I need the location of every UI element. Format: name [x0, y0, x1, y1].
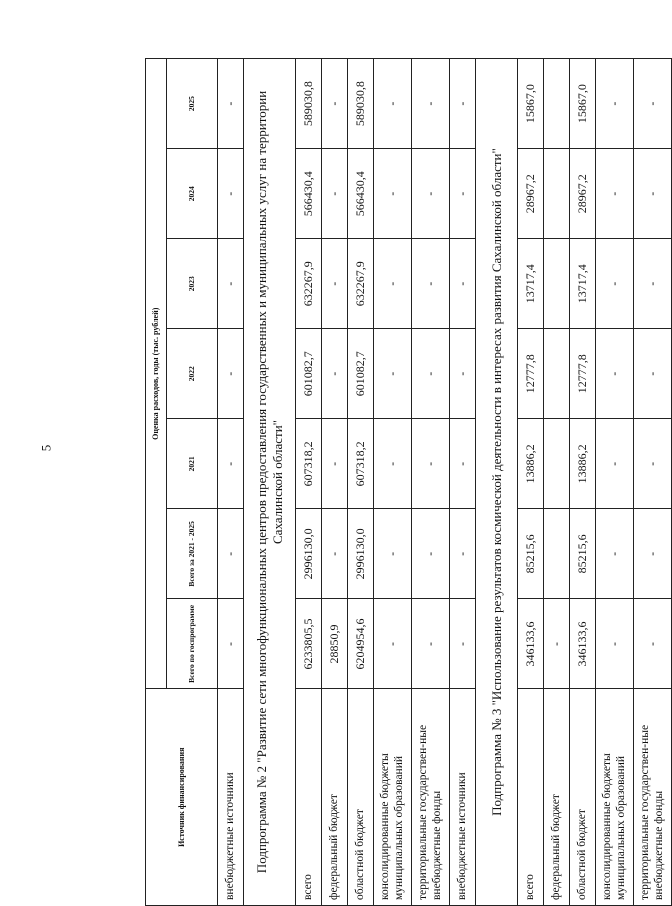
- table-cell: -: [374, 599, 412, 689]
- table-cell: 15867,0: [570, 59, 596, 149]
- table-cell: -: [634, 599, 672, 689]
- table-cell: -: [322, 509, 348, 599]
- table-row: [296, 59, 322, 906]
- table-row: [450, 59, 476, 906]
- table-cell: 85215,6: [518, 509, 544, 599]
- table-cell: -: [450, 59, 476, 149]
- table-cell: 28850,9: [322, 599, 348, 689]
- table-cell: -: [218, 419, 244, 509]
- table-cell: 632267,9: [296, 239, 322, 329]
- table-cell: -: [218, 239, 244, 329]
- table-cell: -: [634, 149, 672, 239]
- table-row: [348, 59, 374, 906]
- table-row: [570, 59, 596, 906]
- table-cell: -: [412, 509, 450, 599]
- table-cell: -: [412, 239, 450, 329]
- table-cell: [544, 149, 570, 239]
- table-cell: [544, 329, 570, 419]
- subprogram-3-title: Подпрограмма № 3 "Использование результатов космической деятельности в интересах развития Сахалинской области": [476, 59, 518, 906]
- table-cell: 2996130,0: [348, 509, 374, 599]
- table-row: [218, 59, 244, 906]
- table-cell: 13717,4: [518, 239, 544, 329]
- table-cell: 15867,0: [518, 59, 544, 149]
- table-cell: 566430,4: [296, 149, 322, 239]
- table-cell: -: [412, 59, 450, 149]
- table-cell: -: [218, 149, 244, 239]
- table-cell: -: [450, 329, 476, 419]
- table-cell: 28967,2: [518, 149, 544, 239]
- table-cell: -: [634, 509, 672, 599]
- table-cell: [544, 419, 570, 509]
- table-cell: -: [218, 509, 244, 599]
- table-cell: 607318,2: [296, 419, 322, 509]
- table-cell: -: [374, 329, 412, 419]
- table-cell: -: [450, 509, 476, 599]
- column-header: 2022: [167, 329, 218, 419]
- row-label: территориальные государствен-ные внебюджетные фонды: [634, 689, 672, 906]
- table-cell: -: [412, 419, 450, 509]
- column-header: 2024: [167, 149, 218, 239]
- table-row: [518, 59, 544, 906]
- table-cell: 13886,2: [570, 419, 596, 509]
- row-label: всего: [296, 689, 322, 906]
- table-cell: -: [596, 599, 634, 689]
- table-row: [596, 59, 634, 906]
- table-cell: -: [450, 239, 476, 329]
- table-cell: 28967,2: [570, 149, 596, 239]
- table-cell: -: [596, 329, 634, 419]
- row-label: консолидированные бюджеты муниципальных образований: [596, 689, 634, 906]
- table-cell: 632267,9: [348, 239, 374, 329]
- table-cell: -: [450, 419, 476, 509]
- table-cell: -: [218, 59, 244, 149]
- table-cell: -: [374, 59, 412, 149]
- table-cell: -: [322, 149, 348, 239]
- estimate-group-header: Оценка расходов, годы (тыс. рублей): [146, 59, 167, 689]
- table-cell: -: [596, 419, 634, 509]
- row-label: федеральный бюджет: [322, 689, 348, 906]
- table-cell: 85215,6: [570, 509, 596, 599]
- table-cell: -: [218, 329, 244, 419]
- table-cell: -: [596, 149, 634, 239]
- table-cell: [544, 59, 570, 149]
- table-cell: 601082,7: [348, 329, 374, 419]
- table-row: [544, 59, 570, 906]
- row-label: всего: [518, 689, 544, 906]
- column-header: 2023: [167, 239, 218, 329]
- table-cell: -: [596, 509, 634, 599]
- table-cell: -: [322, 59, 348, 149]
- row-label: внебюджетные источники: [218, 689, 244, 906]
- row-label: территориальные государствен-ные внебюджетные фонды: [412, 689, 450, 906]
- table-cell: -: [322, 419, 348, 509]
- table-cell: -: [412, 149, 450, 239]
- column-header: Всего за 2021 - 2025: [167, 509, 218, 599]
- row-label: федеральный бюджет: [544, 689, 570, 906]
- table-row: [374, 59, 412, 906]
- subprogram-row: [476, 59, 518, 906]
- subprogram-row: [244, 59, 296, 906]
- table-cell: 607318,2: [348, 419, 374, 509]
- column-header: 2021: [167, 419, 218, 509]
- page-number: 5: [38, 444, 54, 452]
- table-cell: -: [634, 419, 672, 509]
- table-row: [412, 59, 450, 906]
- table-cell: -: [374, 239, 412, 329]
- table-row: [322, 59, 348, 906]
- table-cell: -: [634, 329, 672, 419]
- table-cell: 589030,8: [348, 59, 374, 149]
- table-cell: -: [412, 329, 450, 419]
- subprogram-2-title: Подпрограмма № 2 "Развитие сети многофункциональных центров предоставления государственных и муниципальных услуг на территории Сахалинской области": [244, 59, 296, 906]
- table-cell: -: [596, 59, 634, 149]
- table-cell: -: [544, 599, 570, 689]
- table-cell: -: [634, 239, 672, 329]
- table-cell: -: [450, 599, 476, 689]
- table-cell: 601082,7: [296, 329, 322, 419]
- table-row: [634, 59, 672, 906]
- table-cell: -: [322, 329, 348, 419]
- table-cell: 2996130,0: [296, 509, 322, 599]
- source-column-header: Источник финансирования: [146, 689, 218, 906]
- financing-table: [145, 58, 672, 906]
- table-cell: 346133,6: [570, 599, 596, 689]
- table-cell: -: [634, 59, 672, 149]
- table-cell: -: [412, 599, 450, 689]
- table-cell: 346133,6: [518, 599, 544, 689]
- table-cell: -: [374, 509, 412, 599]
- row-label: внебюджетные источники: [450, 689, 476, 906]
- row-label: областной бюджет: [348, 689, 374, 906]
- table-cell: 12777,8: [518, 329, 544, 419]
- row-label: областной бюджет: [570, 689, 596, 906]
- table-cell: 13886,2: [518, 419, 544, 509]
- table-cell: -: [450, 149, 476, 239]
- table-cell: [544, 239, 570, 329]
- table-cell: 566430,4: [348, 149, 374, 239]
- table-cell: -: [322, 239, 348, 329]
- table-cell: -: [596, 239, 634, 329]
- table-cell: 13717,4: [570, 239, 596, 329]
- table-cell: 589030,8: [296, 59, 322, 149]
- table-cell: -: [374, 419, 412, 509]
- table-cell: 12777,8: [570, 329, 596, 419]
- column-header: 2025: [167, 59, 218, 149]
- table-cell: -: [218, 599, 244, 689]
- row-label: консолидированные бюджеты муниципальных образований: [374, 689, 412, 906]
- table-cell: -: [374, 149, 412, 239]
- table-cell: [544, 509, 570, 599]
- table-cell: 6233805,5: [296, 599, 322, 689]
- column-header: Всего по госпрограмме: [167, 599, 218, 689]
- table-cell: 6204954,6: [348, 599, 374, 689]
